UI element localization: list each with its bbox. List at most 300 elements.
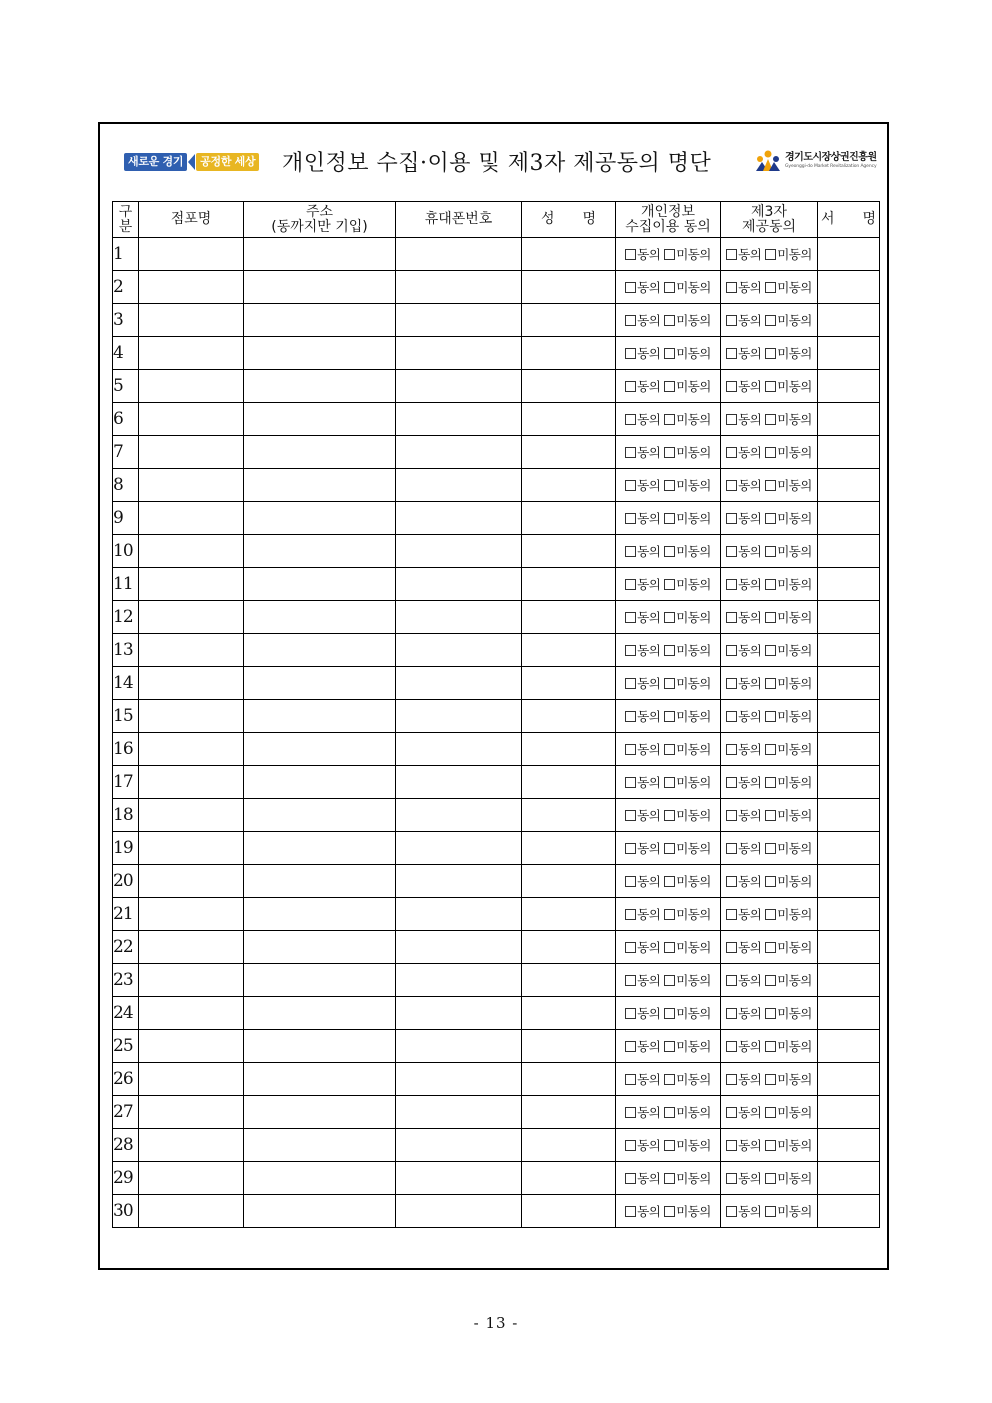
store-name-cell[interactable]	[139, 1129, 244, 1162]
store-name-cell[interactable]	[139, 469, 244, 502]
third-disagree-checkbox[interactable]	[765, 810, 776, 821]
third-agree-checkbox[interactable]	[726, 1041, 737, 1052]
collect-agree-checkbox[interactable]	[625, 909, 636, 920]
collect-disagree-label: 미동의	[676, 1006, 711, 1021]
collect-disagree-checkbox[interactable]	[664, 777, 675, 788]
store-name-cell[interactable]	[139, 997, 244, 1030]
name-cell[interactable]	[522, 568, 616, 601]
collect-agree-checkbox[interactable]	[625, 480, 636, 491]
third-disagree-label: 미동의	[777, 1138, 812, 1153]
store-name-cell[interactable]	[139, 733, 244, 766]
collect-disagree-checkbox[interactable]	[664, 348, 675, 359]
signature-cell[interactable]	[818, 733, 880, 766]
name-cell[interactable]	[522, 601, 616, 634]
phone-cell[interactable]	[396, 337, 522, 370]
collect-disagree-checkbox[interactable]	[664, 447, 675, 458]
address-cell[interactable]	[244, 1030, 396, 1063]
third-disagree-checkbox[interactable]	[765, 348, 776, 359]
store-name-cell[interactable]	[139, 865, 244, 898]
collect-agree-label: 동의	[637, 874, 661, 889]
store-name-cell[interactable]	[139, 634, 244, 667]
name-cell[interactable]	[522, 700, 616, 733]
phone-cell[interactable]	[396, 469, 522, 502]
consent-third-cell	[721, 997, 818, 1030]
name-cell[interactable]	[522, 238, 616, 271]
consent-third-cell	[721, 535, 818, 568]
phone-cell[interactable]	[396, 766, 522, 799]
third-agree-checkbox[interactable]	[726, 678, 737, 689]
collect-agree-label: 동의	[637, 841, 661, 856]
third-disagree-checkbox[interactable]	[765, 876, 776, 887]
collect-agree-checkbox[interactable]	[625, 645, 636, 656]
collect-disagree-checkbox[interactable]	[664, 1206, 675, 1217]
name-cell[interactable]	[522, 535, 616, 568]
third-disagree-checkbox[interactable]	[765, 513, 776, 524]
store-name-cell[interactable]	[139, 304, 244, 337]
address-cell[interactable]	[244, 601, 396, 634]
address-cell[interactable]	[244, 964, 396, 997]
collect-agree-checkbox[interactable]	[625, 678, 636, 689]
signature-cell[interactable]	[818, 304, 880, 337]
third-disagree-checkbox[interactable]	[765, 612, 776, 623]
phone-cell[interactable]	[396, 403, 522, 436]
collect-disagree-checkbox[interactable]	[664, 315, 675, 326]
address-cell[interactable]	[244, 535, 396, 568]
address-cell[interactable]	[244, 370, 396, 403]
third-agree-checkbox[interactable]	[726, 843, 737, 854]
collect-agree-checkbox[interactable]	[625, 1107, 636, 1118]
collect-disagree-checkbox[interactable]	[664, 1074, 675, 1085]
phone-cell[interactable]	[396, 898, 522, 931]
third-agree-checkbox[interactable]	[726, 1206, 737, 1217]
signature-cell[interactable]	[818, 700, 880, 733]
address-cell[interactable]	[244, 667, 396, 700]
signature-cell[interactable]	[818, 1063, 880, 1096]
collect-disagree-checkbox[interactable]	[664, 843, 675, 854]
collect-agree-checkbox[interactable]	[625, 1206, 636, 1217]
address-cell[interactable]	[244, 733, 396, 766]
third-disagree-checkbox[interactable]	[765, 414, 776, 425]
address-cell[interactable]	[244, 634, 396, 667]
collect-agree-checkbox[interactable]	[625, 744, 636, 755]
third-agree-checkbox[interactable]	[726, 975, 737, 986]
third-disagree-checkbox[interactable]	[765, 645, 776, 656]
third-agree-label: 동의	[738, 1006, 762, 1021]
collect-agree-checkbox[interactable]	[625, 711, 636, 722]
collect-agree-checkbox[interactable]	[625, 546, 636, 557]
phone-cell[interactable]	[396, 667, 522, 700]
signature-cell[interactable]	[818, 832, 880, 865]
third-disagree-checkbox[interactable]	[765, 1074, 776, 1085]
collect-disagree-checkbox[interactable]	[664, 1173, 675, 1184]
collect-agree-checkbox[interactable]	[625, 348, 636, 359]
signature-cell[interactable]	[818, 1162, 880, 1195]
name-cell[interactable]	[522, 1129, 616, 1162]
address-cell[interactable]	[244, 799, 396, 832]
third-disagree-checkbox[interactable]	[765, 843, 776, 854]
address-cell[interactable]	[244, 997, 396, 1030]
third-disagree-checkbox[interactable]	[765, 579, 776, 590]
collect-agree-checkbox[interactable]	[625, 810, 636, 821]
third-agree-checkbox[interactable]	[726, 414, 737, 425]
third-agree-checkbox[interactable]	[726, 315, 737, 326]
store-name-cell[interactable]	[139, 1030, 244, 1063]
name-cell[interactable]	[522, 1063, 616, 1096]
collect-agree-checkbox[interactable]	[625, 447, 636, 458]
name-cell[interactable]	[522, 271, 616, 304]
name-cell[interactable]	[522, 1162, 616, 1195]
name-cell[interactable]	[522, 502, 616, 535]
signature-cell[interactable]	[818, 964, 880, 997]
collect-disagree-checkbox[interactable]	[664, 876, 675, 887]
phone-cell[interactable]	[396, 931, 522, 964]
name-cell[interactable]	[522, 304, 616, 337]
collect-agree-label: 동의	[637, 709, 661, 724]
phone-cell[interactable]	[396, 370, 522, 403]
address-cell[interactable]	[244, 271, 396, 304]
name-cell[interactable]	[522, 1195, 616, 1228]
store-name-cell[interactable]	[139, 931, 244, 964]
signature-cell[interactable]	[818, 601, 880, 634]
collect-agree-checkbox[interactable]	[625, 612, 636, 623]
collect-agree-checkbox[interactable]	[625, 1041, 636, 1052]
third-agree-checkbox[interactable]	[726, 1107, 737, 1118]
address-cell[interactable]	[244, 1162, 396, 1195]
third-disagree-label: 미동의	[777, 643, 812, 658]
store-name-cell[interactable]	[139, 799, 244, 832]
phone-cell[interactable]	[396, 502, 522, 535]
address-cell[interactable]	[244, 1096, 396, 1129]
third-agree-label: 동의	[738, 907, 762, 922]
signature-cell[interactable]	[818, 1129, 880, 1162]
address-cell[interactable]	[244, 502, 396, 535]
signature-cell[interactable]	[818, 1096, 880, 1129]
third-agree-checkbox[interactable]	[726, 1140, 737, 1151]
third-agree-checkbox[interactable]	[726, 513, 737, 524]
phone-cell[interactable]	[396, 304, 522, 337]
third-agree-checkbox[interactable]	[726, 876, 737, 887]
store-name-cell[interactable]	[139, 766, 244, 799]
consent-collect-cell	[616, 865, 721, 898]
collect-agree-checkbox[interactable]	[625, 315, 636, 326]
signature-cell[interactable]	[818, 370, 880, 403]
third-agree-label: 동의	[738, 709, 762, 724]
phone-cell[interactable]	[396, 436, 522, 469]
third-agree-label: 동의	[738, 973, 762, 988]
collect-agree-checkbox[interactable]	[625, 249, 636, 260]
address-cell[interactable]	[244, 337, 396, 370]
collect-agree-checkbox[interactable]	[625, 579, 636, 590]
third-agree-checkbox[interactable]	[726, 744, 737, 755]
third-agree-checkbox[interactable]	[726, 612, 737, 623]
third-disagree-label: 미동의	[777, 610, 812, 625]
name-cell[interactable]	[522, 997, 616, 1030]
collect-disagree-checkbox[interactable]	[664, 1041, 675, 1052]
signature-cell[interactable]	[818, 766, 880, 799]
signature-cell[interactable]	[818, 634, 880, 667]
collect-disagree-label: 미동의	[676, 478, 711, 493]
third-disagree-checkbox[interactable]	[765, 678, 776, 689]
signature-cell[interactable]	[818, 997, 880, 1030]
collect-disagree-checkbox[interactable]	[664, 1107, 675, 1118]
signature-cell[interactable]	[818, 271, 880, 304]
store-name-cell[interactable]	[139, 1096, 244, 1129]
signature-cell[interactable]	[818, 403, 880, 436]
third-agree-checkbox[interactable]	[726, 1173, 737, 1184]
phone-cell[interactable]	[396, 271, 522, 304]
collect-agree-checkbox[interactable]	[625, 1173, 636, 1184]
store-name-cell[interactable]	[139, 568, 244, 601]
collect-agree-checkbox[interactable]	[625, 975, 636, 986]
address-cell[interactable]	[244, 832, 396, 865]
address-cell[interactable]	[244, 304, 396, 337]
third-agree-checkbox[interactable]	[726, 546, 737, 557]
third-disagree-checkbox[interactable]	[765, 447, 776, 458]
name-cell[interactable]	[522, 1096, 616, 1129]
address-cell[interactable]	[244, 700, 396, 733]
third-disagree-checkbox[interactable]	[765, 546, 776, 557]
store-name-cell[interactable]	[139, 898, 244, 931]
third-disagree-checkbox[interactable]	[765, 777, 776, 788]
phone-cell[interactable]	[396, 799, 522, 832]
phone-cell[interactable]	[396, 997, 522, 1030]
name-cell[interactable]	[522, 799, 616, 832]
third-disagree-checkbox[interactable]	[765, 744, 776, 755]
collect-disagree-checkbox[interactable]	[664, 810, 675, 821]
name-cell[interactable]	[522, 436, 616, 469]
name-cell[interactable]	[522, 469, 616, 502]
address-cell[interactable]	[244, 766, 396, 799]
collect-disagree-checkbox[interactable]	[664, 249, 675, 260]
collect-disagree-checkbox[interactable]	[664, 645, 675, 656]
address-cell[interactable]	[244, 898, 396, 931]
third-disagree-label: 미동의	[777, 478, 812, 493]
phone-cell[interactable]	[396, 964, 522, 997]
name-cell[interactable]	[522, 1030, 616, 1063]
collect-agree-checkbox[interactable]	[625, 414, 636, 425]
name-cell[interactable]	[522, 766, 616, 799]
store-name-cell[interactable]	[139, 370, 244, 403]
collect-disagree-checkbox[interactable]	[664, 381, 675, 392]
collect-disagree-checkbox[interactable]	[664, 414, 675, 425]
consent-third-cell	[721, 601, 818, 634]
collect-agree-checkbox[interactable]	[625, 843, 636, 854]
collect-agree-checkbox[interactable]	[625, 1140, 636, 1151]
store-name-cell[interactable]	[139, 832, 244, 865]
address-cell[interactable]	[244, 1195, 396, 1228]
header-consent-collect-line2: 수집이용 동의	[625, 218, 711, 235]
address-cell[interactable]	[244, 1063, 396, 1096]
signature-cell[interactable]	[818, 502, 880, 535]
collect-agree-label: 동의	[637, 775, 661, 790]
phone-cell[interactable]	[396, 601, 522, 634]
third-agree-checkbox[interactable]	[726, 645, 737, 656]
store-name-cell[interactable]	[139, 271, 244, 304]
collect-disagree-checkbox[interactable]	[664, 975, 675, 986]
signature-cell[interactable]	[818, 238, 880, 271]
third-agree-checkbox[interactable]	[726, 579, 737, 590]
collect-disagree-checkbox[interactable]	[664, 678, 675, 689]
third-disagree-checkbox[interactable]	[765, 249, 776, 260]
signature-cell[interactable]	[818, 535, 880, 568]
phone-cell[interactable]	[396, 634, 522, 667]
third-disagree-checkbox[interactable]	[765, 1041, 776, 1052]
store-name-cell[interactable]	[139, 1063, 244, 1096]
signature-cell[interactable]	[818, 436, 880, 469]
phone-cell[interactable]	[396, 238, 522, 271]
signature-cell[interactable]	[818, 667, 880, 700]
store-name-cell[interactable]	[139, 535, 244, 568]
third-agree-checkbox[interactable]	[726, 381, 737, 392]
third-disagree-checkbox[interactable]	[765, 1008, 776, 1019]
collect-disagree-checkbox[interactable]	[664, 579, 675, 590]
address-cell[interactable]	[244, 568, 396, 601]
name-cell[interactable]	[522, 832, 616, 865]
phone-cell[interactable]	[396, 1030, 522, 1063]
collect-disagree-checkbox[interactable]	[664, 282, 675, 293]
third-disagree-checkbox[interactable]	[765, 1107, 776, 1118]
phone-cell[interactable]	[396, 700, 522, 733]
third-agree-checkbox[interactable]	[726, 348, 737, 359]
row-number: 15	[113, 700, 139, 733]
signature-cell[interactable]	[818, 337, 880, 370]
collect-agree-checkbox[interactable]	[625, 777, 636, 788]
name-cell[interactable]	[522, 931, 616, 964]
address-cell[interactable]	[244, 436, 396, 469]
third-agree-checkbox[interactable]	[726, 1008, 737, 1019]
collect-disagree-label: 미동의	[676, 940, 711, 955]
collect-agree-checkbox[interactable]	[625, 381, 636, 392]
store-name-cell[interactable]	[139, 1162, 244, 1195]
consent-third-cell	[721, 271, 818, 304]
consent-third-cell	[721, 238, 818, 271]
third-disagree-checkbox[interactable]	[765, 711, 776, 722]
address-cell[interactable]	[244, 238, 396, 271]
phone-cell[interactable]	[396, 1195, 522, 1228]
collect-disagree-checkbox[interactable]	[664, 1008, 675, 1019]
third-disagree-checkbox[interactable]	[765, 282, 776, 293]
collect-agree-checkbox[interactable]	[625, 513, 636, 524]
name-cell[interactable]	[522, 667, 616, 700]
signature-cell[interactable]	[818, 865, 880, 898]
consent-collect-cell	[616, 370, 721, 403]
collect-agree-label: 동의	[637, 1138, 661, 1153]
store-name-cell[interactable]	[139, 964, 244, 997]
phone-cell[interactable]	[396, 1096, 522, 1129]
signature-cell[interactable]	[818, 1195, 880, 1228]
signature-cell[interactable]	[818, 469, 880, 502]
third-agree-checkbox[interactable]	[726, 249, 737, 260]
collect-agree-label: 동의	[637, 280, 661, 295]
collect-agree-checkbox[interactable]	[625, 942, 636, 953]
collect-disagree-checkbox[interactable]	[664, 513, 675, 524]
third-disagree-checkbox[interactable]	[765, 381, 776, 392]
collect-disagree-checkbox[interactable]	[664, 546, 675, 557]
collect-disagree-checkbox[interactable]	[664, 909, 675, 920]
third-agree-checkbox[interactable]	[726, 909, 737, 920]
collect-disagree-checkbox[interactable]	[664, 480, 675, 491]
third-agree-checkbox[interactable]	[726, 942, 737, 953]
name-cell[interactable]	[522, 733, 616, 766]
signature-cell[interactable]	[818, 931, 880, 964]
slogan-left: 새로운 경기	[124, 153, 187, 171]
store-name-cell[interactable]	[139, 1195, 244, 1228]
third-disagree-checkbox[interactable]	[765, 315, 776, 326]
name-cell[interactable]	[522, 964, 616, 997]
collect-disagree-checkbox[interactable]	[664, 612, 675, 623]
collect-agree-checkbox[interactable]	[625, 1074, 636, 1085]
signature-cell[interactable]	[818, 1030, 880, 1063]
address-cell[interactable]	[244, 931, 396, 964]
address-cell[interactable]	[244, 403, 396, 436]
phone-cell[interactable]	[396, 1129, 522, 1162]
third-agree-checkbox[interactable]	[726, 447, 737, 458]
store-name-cell[interactable]	[139, 502, 244, 535]
third-agree-checkbox[interactable]	[726, 1074, 737, 1085]
phone-cell[interactable]	[396, 1063, 522, 1096]
third-disagree-checkbox[interactable]	[765, 1173, 776, 1184]
address-cell[interactable]	[244, 865, 396, 898]
name-cell[interactable]	[522, 337, 616, 370]
name-cell[interactable]	[522, 898, 616, 931]
phone-cell[interactable]	[396, 568, 522, 601]
third-agree-label: 동의	[738, 445, 762, 460]
third-disagree-checkbox[interactable]	[765, 480, 776, 491]
third-agree-checkbox[interactable]	[726, 810, 737, 821]
store-name-cell[interactable]	[139, 337, 244, 370]
name-cell[interactable]	[522, 403, 616, 436]
collect-disagree-checkbox[interactable]	[664, 711, 675, 722]
consent-third-cell	[721, 502, 818, 535]
phone-cell[interactable]	[396, 733, 522, 766]
collect-disagree-checkbox[interactable]	[664, 942, 675, 953]
signature-cell[interactable]	[818, 799, 880, 832]
store-name-cell[interactable]	[139, 238, 244, 271]
collect-agree-checkbox[interactable]	[625, 1008, 636, 1019]
third-disagree-checkbox[interactable]	[765, 909, 776, 920]
store-name-cell[interactable]	[139, 667, 244, 700]
store-name-cell[interactable]	[139, 436, 244, 469]
third-agree-checkbox[interactable]	[726, 282, 737, 293]
third-disagree-checkbox[interactable]	[765, 1140, 776, 1151]
signature-cell[interactable]	[818, 898, 880, 931]
address-cell[interactable]	[244, 1129, 396, 1162]
store-name-cell[interactable]	[139, 403, 244, 436]
name-cell[interactable]	[522, 634, 616, 667]
address-cell[interactable]	[244, 469, 396, 502]
collect-agree-checkbox[interactable]	[625, 876, 636, 887]
store-name-cell[interactable]	[139, 700, 244, 733]
third-agree-checkbox[interactable]	[726, 777, 737, 788]
third-disagree-checkbox[interactable]	[765, 942, 776, 953]
phone-cell[interactable]	[396, 865, 522, 898]
third-disagree-checkbox[interactable]	[765, 1206, 776, 1217]
name-cell[interactable]	[522, 370, 616, 403]
third-agree-checkbox[interactable]	[726, 480, 737, 491]
signature-cell[interactable]	[818, 568, 880, 601]
table-row	[113, 865, 880, 898]
collect-agree-checkbox[interactable]	[625, 282, 636, 293]
third-disagree-checkbox[interactable]	[765, 975, 776, 986]
store-name-cell[interactable]	[139, 601, 244, 634]
collect-disagree-checkbox[interactable]	[664, 744, 675, 755]
phone-cell[interactable]	[396, 832, 522, 865]
third-agree-checkbox[interactable]	[726, 711, 737, 722]
collect-disagree-checkbox[interactable]	[664, 1140, 675, 1151]
phone-cell[interactable]	[396, 535, 522, 568]
name-cell[interactable]	[522, 865, 616, 898]
phone-cell[interactable]	[396, 1162, 522, 1195]
